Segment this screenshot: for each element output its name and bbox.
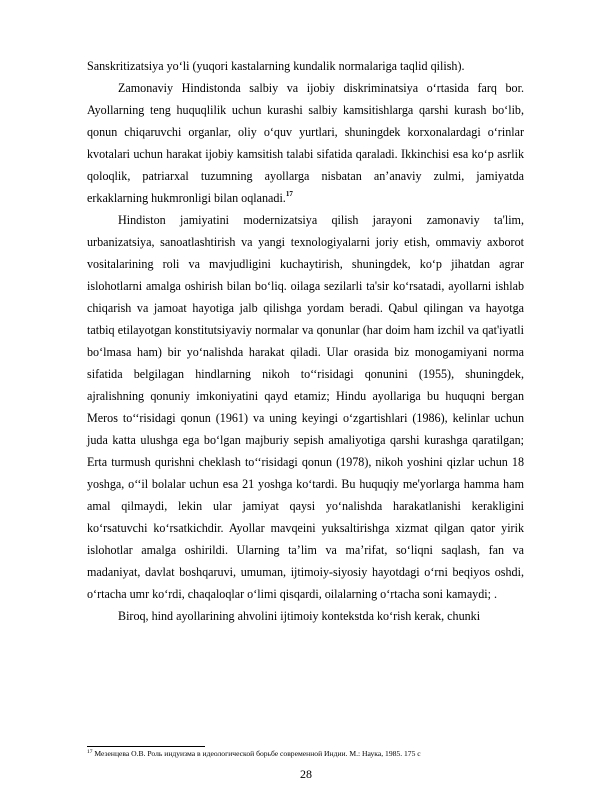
paragraph-2 [87,77,524,209]
paragraph-3 [87,209,524,605]
paragraph-3-text: Hindiston jamiyatini modernizatsiya qilish jarayoni zamonaviy ta'lim, urbanizatsiya, sanoatlashtirish va yangi texnologiyalarni joriy etish, ommaviy axborot vositalarining roli va mavjudligini kuchaytirish, shuningdek, ko‘p jihatdan agrar islohotlarni amalga oshirish bilan bo‘liq. oilaga sezilarli ta'sir ko‘rsatadi, ayollarni ishlab chiqarish va jamoat hayotiga jalb qilishga yordam beradi. Qabul qilingan va hayotga tatbiq etilayotgan konstitutsiyaviy normalar va qonunlar (har doim ham izchil va qat'iyatli bo‘lmasa ham) bir yo‘nalishda harakat qiladi. Ular orasida biz monogamiyani norma sifatida belgilagan hindlarning nikoh to‘‘risidagi qonunini (1955), shuningdek, ajralishning qonuniy imkoniyatini qayd etamiz; Hindu ayollariga bu huquqni bergan Meros to‘‘risidagi qonun (1961) va uning keyingi o‘zgartishlari (1986), kelinlar uchun juda katta ulushga ega bo‘lgan majburiy sepish amaliyotiga qarshi kurashga qaratilgan; Erta turmush qurishni cheklash to‘‘risidagi qonun (1978), nikoh yoshini qizlar uchun 18 yoshga, o‘‘il bolalar uchun esa 21 yoshga ko‘tardi. Bu huquqiy me'yorlarga hamma ham amal qilmaydi, lekin ular jamiyat qaysi yo‘nalishda harakatlanishi kerakligini ko‘rsatuvchi ko‘rsatkichdir. Ayollar mavqeini yuksaltirishga xizmat qilgan qator yirik islohotlar amalga oshirildi. Ularning ta’lim va ma’rifat, so‘liqni saqlash, fan va madaniyat, davlat boshqaruvi, umuman, ijtimoiy-siyosiy hayotdagi o‘rni beqiyos oshdi, o‘rtacha umr ko‘rdi, chaqaloqlar o‘limi qisqardi, oilalarning o‘rtacha soni kamaydi; . [87,213,524,601]
paragraph-4 [87,605,524,627]
paragraph-2-text: Zamonaviy Hindistonda salbiy va ijobiy diskriminatsiya o‘rtasida farq bor. Ayollarning teng huquqlilik uchun kurashi salbiy kamsitishlarga qarshi kurash bo‘lib, qonun chiqaruvchi organlar, oliy o‘quv yurtlari, shuningdek korxonalardagi o‘rinlar kvotalari uchun harakat ijobiy kamsitish talabi sifatida qaraladi. Ikkinchisi esa ko‘p asrlik qoloqlik, patriarxal tuzumning ayollarga nisbatan an’anaviy zulmi, jamiyatda erkaklarning hukmronligi bilan oqlanadi. [87,81,524,205]
paragraph-4-text: Biroq, hind ayollarining ahvolini ijtimoiy kontekstda ko‘rish kerak, chunki [118,609,481,623]
footnote-divider [87,746,205,747]
footnote [87,749,524,759]
footnote-reference[interactable]: 17 [285,190,293,198]
page-number: 28 [300,767,312,781]
document-body [87,55,524,627]
footnote-number: 17 [87,749,93,755]
paragraph-1-text: Sanskritizatsiya yo‘li (yuqori kastalarning kundalik normalariga taqlid qilish). [87,59,465,73]
footnote-text: Мезенцева О.В. Роль индуизма в идеологической борьбе современной Индии. М.: Наука, 1985. 175 с [94,749,421,758]
paragraph-1 [87,55,524,77]
